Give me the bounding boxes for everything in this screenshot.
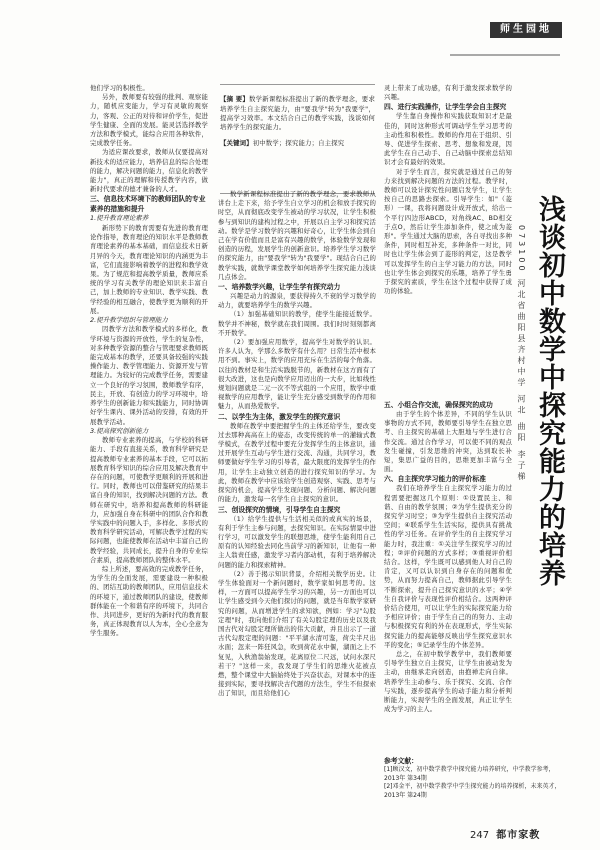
paragraph: 兴趣是动力的源泉，要获得持久不衰的学习数学的动力，就要培养学生的数学兴趣。: [218, 292, 376, 310]
section-heading: 五、小组合作交流，确保探究的成功: [384, 401, 493, 409]
paragraph: （2）要加强应用数学，提高学生对数学的认识。许多人认为，学那么多数学有什么用？日常生活中根本用不到。事实上，数学的应用充斥在生活的每个角落。以往的教材是和生活实践脱节的，新教材在这方面有了很大改进，这也是向数学应用迈出的一大步，比如线性规划问题就是二元一次不等式组的一个应用，数学中重视数学的应用教学，能让学生充分感受到数学的作用和魅力，从而热爱数学。: [218, 338, 376, 411]
journal-name: 都市家教: [496, 830, 541, 841]
keywords-text: [220, 139, 375, 148]
paragraph: 因教学方法和教学模式的多样化，教学环境与资源的开放性，学生的复杂性，对多种教学资源的整合与管理要求教师既能完成基本的教学，还要具备较强的实践操作能力、教学管理能力、资源开发与管理能力。为较好的完成教学任务，需要建立一个良好的学习氛围，教师教学有序，民主，开放、有创造力的学习环境中，培养学生的创新能力和实践能力，同时协调好学生课内、课外活动的安排，有效的开展教学活动。: [90, 325, 208, 426]
paragraph: 我们在培养学生自主探究学习能力的过程需要把握这几个原则：①设置民主、和谐、自由的教学氛围；②为学生提供充分的探究学习时空；③为学生提供自主探究活动空间；④联系学生生活实际，提供具有挑战性的学习任务。在评价学生的自主探究学习能力时，我注重：①关注学生探究学习的过程；②评价问题的方式多样；③重视评价相结合。这样，学生既可以感到他人对自己的肯定，又可以认识到自身存在的问题和优势，从而努力提高自己，教师据此引导学生不断探索，提升自己探究意识的水平；④学生自我评价与表现性评价相结合。这两种评价结合使用，可以让学生的实际探究能力给予相应评价；由于学生自己的的努力、主动与积极探究有利的外在表现形式，学生实际探究能力的提高能够反映出学生探究意识水平的变化；⑤记录学生的个体差异。: [384, 484, 512, 649]
paragraph: 综上所述，要高效的完成教学任务，为学生的全面发展，需要建设一种积极的、团结互助的教师团队，应用信息技术的环境下，通过教师团队的建设，使教师群体能在一个和谐有序的环境下，共同合作、共同进步，更好的为新时代的教育服务，真正体现教育以人为本，全心全意为学生服务。: [90, 565, 208, 638]
subsection-heading: 3.提高探究创新能力: [90, 426, 149, 435]
keywords-label: 【关键词】: [220, 138, 253, 147]
paragraph: 新形势下的教育需要有先进的教育理论作指导，教育理论的知识水平是教师教育理论素养的基本基础，而信息技术日新月异的今天，教育理论知识的内涵更为丰富，它们直接影响着教学的进程和教学效果。为了规范和提高教学质量，教师应系统的学习有关教学的理论知识来丰富自己，加上教师的专业知识、教学实践、教学经验的相互融合，使教学更为顺利的开展。: [90, 223, 208, 315]
abstract-text: [220, 95, 375, 132]
reference-item: [1]顾汉文，初中数学教学中探究能力培养研究，中学教学参考，2013年 第34期: [384, 766, 555, 782]
paragraph: 教师在教学中要把握学生的主体还给学生，要改变过去那种高高在上的姿态，改变传统的单一的灌输式教学模式，在教学过程中要充分发挥学生的主体意识，通过开展学生互动与学生进行交流、沟通，共同学习，教师要做好学生学习的引导者，最大限度的发挥学生的作用，让学生主动独立创造的进行探究知识的学习。为此，教师在教学中应该给学生创造观察、实践、思考与探究的机会，提高学生发现问题、分析问题、解决问题的能力，激发每一名学生自主探究的意识。: [218, 421, 376, 504]
section-banner: [450, 20, 570, 42]
paragraph: （1）给学生提供与生活相关似的或真实的场景，有利于学生主参与问题，去探究知识。在实际情景中进行学习，可以激发学生的联想思维，使学生能利用自己原有的认知经验去同化当前学习的新知识，让他有一种主人翁责任感，激发学习者内部动机，有利于培养解决问题的能力和探索精神。: [218, 514, 376, 569]
section-heading: 二、以学生为主体，激发学生的探究意识: [218, 412, 341, 421]
page-number: 247: [470, 830, 490, 841]
abstract-label: 【摘 要】: [220, 95, 250, 104]
paragraph: 为适应课改要求，教师从仅要提高对新技术的适应能力，培养信息的综合处理的能力，解决问题的能力，信息化的教学能力"，真正的理解和传授教学内容，做新时代要求的德才兼备的人才。: [90, 148, 208, 194]
abstract-box: [220, 84, 375, 194]
keywords: 初中数学；探究能力；自主探究: [252, 138, 345, 147]
column-2: [218, 190, 376, 840]
column-1: [90, 84, 208, 839]
article-title: 浅谈初中数学中探究能力的培养: [534, 195, 565, 587]
section-heading: 三、信息技术环境下的教师团队的专业素养的措施和提升: [90, 195, 206, 214]
reference-item: [2]邓金平，初中数学教学中学生探究能力的培养探析，未来英才，2013年 第24期: [384, 783, 561, 799]
paragraph: 由于学生的个体差异，不同的学生认识事物的方式不同，教师要引导学生在独立思考、自主探究的基础上大胆地与学生进行合作交流。通过合作学习，可以使不同的观点发生碰撞，引发思维的冲突，达到取长补短，集思广益的目的，思维更加丰富与全面。: [384, 410, 512, 474]
paragraph: 总之，在初中数学教学中，我们教师要引导学生独立自主探究，让学生由被动发为主动，由继承走向创造，由抱禅走向自律。培养学生主动参与、乐于探究、交流、合作与实践，逐步提高学生的动手能力和分析判断能力，实现学生的全面发展，真正让学生成为学习的主人。: [384, 650, 512, 714]
subsection-heading: 2.提升教学组织与管理能力: [90, 315, 168, 324]
section-heading: 六、自主探究学习能力的评价标准: [384, 475, 486, 484]
column-3-lower: [384, 400, 512, 750]
section-label: 师生园地: [490, 22, 562, 38]
abstract-summary: 数学新课程标准提出了新的教学理念，要求培养学生自主探究能力，由"要我学"转为"我要学"，提高学习效率。本文结合自己的教学实践，浅谈如何培养学生的探究能力。: [220, 95, 375, 131]
title-block: [516, 195, 586, 665]
paragraph: 数学新课程标准提出了新的教学理念，要求教师从讲台上走下来，给予学生自立学习的机会和放手探究的时空，从而彻底改变学生被动的学习状况，让学生积极参与到知识的建构过程之中，开展以自主学习和探究活动。数学是学习数学的兴趣和好奇心，让学生体会到自己在学有价值而且是富有兴趣的数学，体验数学发现和创造的历程，发展学生的创新意识。培养学生学习数学的探究能力，由"要我学"转为"我要学"。现结合自己的教学实践，就数学课堂教学如何培养学生探究能力浅谈几点体会。: [218, 190, 376, 281]
paragraph: （2）善于揭示知识背景，介绍相关数学历史。让学生体验面对一个新问题时，数学家如何思考的。这样，一方面可以提高学生学习的兴趣，另一方面也可以让学生感受到今天他们探讨的问题，就是当年数学家研究的问题，从而增进学生的求知欲，例如：学习"勾股定理"时，我向他们介绍了有关勾股定理的历史以及我国古代对勾股定理所做出的伟大贡献，并且出示了一道古代勾股定理的问题："平平湖水清可鉴，荷尖半尺出水面；忽来一阵狂风急，吹到荷花水中偃，湖面之上不复见，入秋渔翁始发现，花离原位二尺远，试问水深尺若干？"这样一来，我发现了学生们的思维火花被点燃，整个课堂中大脑始终处于兴奋状态，对课本中的连接到实际，要寻找解决古代题的方法生，学生不但探索出了知识，而且给他们心: [218, 569, 376, 698]
subsection-heading: 1.提升教育理论素养: [90, 214, 149, 223]
column-3: [384, 84, 512, 399]
author-info: 073100 河北省曲阳县齐村中学 河北 曲阳 李子梯: [517, 225, 526, 483]
references: [384, 756, 564, 816]
paragraph: 对于学生而言，探究就是通过自己的努力来找到解决问题的方法的过程。教学时，教师可以设计探究性问题启发学生，让学生按自己的思路去探索。引导学生：如"（菱形）一课，我将问题设计成开放式，给出一个平行四边形ABCD，对角线AC、BD相交于点O，然后让学生添加条件，使之成为菱形"。学生通过大脑的思索，各自寻找出多种条件，同时相互补充，多种条件一对比，同时也让学生体会到了菱形的判定，这是教学可以发挥学生的自主学习能力的方法，同时也让学生体会到探究的乐趣，培养了学生勇于探究的素质，学生在这个过程中获得了成功的体验。: [384, 167, 512, 296]
section-heading: 一、培养数学兴趣，让学生学有探究动力: [218, 283, 341, 292]
paragraph: （1）加强基础知识的教学，使学生能接近数学。数学并不神秘，数学就在我们周围。我们时时刻刻都离不开数学。: [218, 310, 376, 337]
paragraph: 教师专业素养的提高，与学校的科研能力、手段有直接关系，教育科学研究是提高教师专业素养的基本手段，它可以拓展教育科学知识的综合应用及解决教育中存在的问题，可使教学更顺利的开展和进行。同时，教师也可以借鉴研究的结果丰富自身的知识，找到解决问题的方法。教师在研究中，培养和提高教师的科研能力，应加强自身在科研中的团队合作和教学实践中的问题入手，多样化、多形式的教育科学研究活动，可解决教学过程的实际问题，也能使教师在活动中丰富自己的教学经验，共同成长，提升自身的专业综合素质，提高教师团队的整体水平。: [90, 436, 208, 564]
paragraph: 学生靠自身操作和实践获取知识才是最佳的，同时这种形式可调动学生学习思考的主动性和积极性。教师的作用在于组织、引导、促进学生探索、思考、想象和发现，因此学生在自己动手、自己动脑中探索总结知识才会有最好的效果。: [384, 112, 512, 167]
banner-divider: [450, 54, 560, 57]
paragraph: 另外，教师要有较强的批判、观察能力，随机应变能力，学习有灵敏的观察力，客观、公正的对待和评价学生，促进学生健康、全面的发展。能灵活选择教学方法和教学模式，能综合应用各种软件，完成教学任务。: [90, 93, 208, 148]
paragraph: 灵上带来了成功感，有利于激发探求数学的兴趣。: [384, 84, 512, 102]
paragraph: 他们学习的积极性。: [90, 84, 149, 92]
section-heading: 三、创设探究的情境，引导学生自主探究: [218, 505, 341, 514]
section-heading: 四、进行实践操作，让学生学会自主探究: [384, 103, 507, 112]
page-footer: [470, 826, 540, 841]
references-heading: 参考文献：: [384, 757, 418, 765]
